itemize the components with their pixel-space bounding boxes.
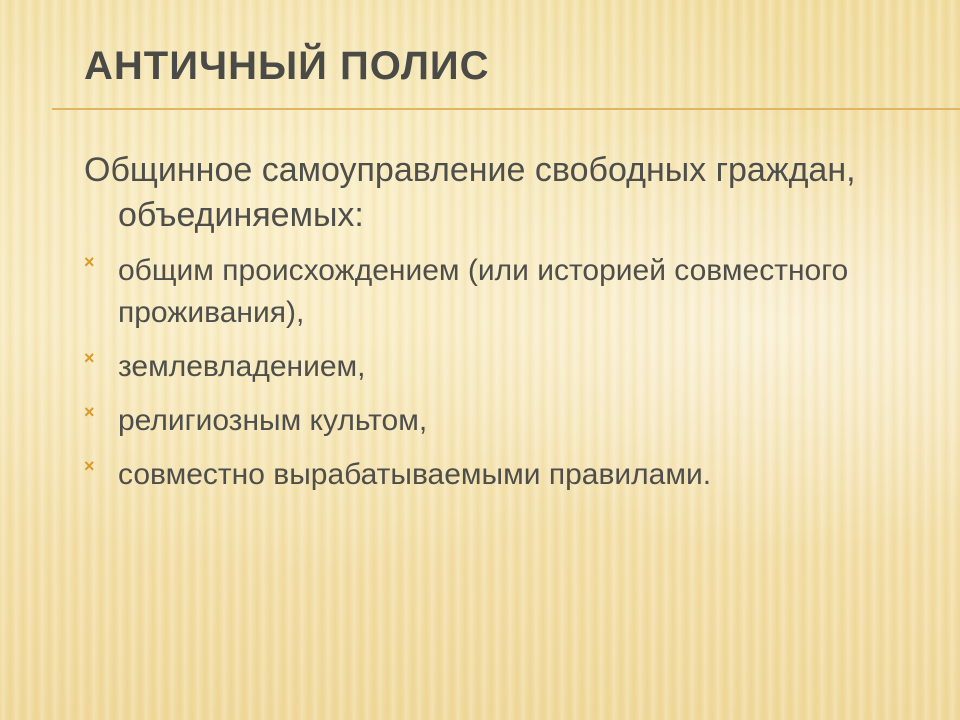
bullet-text: религиозным культом,	[118, 404, 428, 437]
cross-bullet-icon: ×	[84, 402, 95, 422]
bullet-text: общим происхождением (или историей совместного проживания),	[118, 254, 849, 329]
slide-title: АНТИЧНЫЙ ПОЛИС	[84, 44, 490, 88]
list-item	[84, 400, 934, 442]
lead-paragraph: Общинное самоуправление свободных граждан, объединяемых:	[84, 151, 856, 234]
slide-body	[84, 148, 934, 508]
list-item	[84, 346, 934, 388]
list-item	[84, 250, 934, 334]
bullet-list	[84, 250, 934, 496]
cross-bullet-icon: ×	[84, 456, 95, 476]
list-item	[84, 454, 934, 496]
cross-bullet-icon: ×	[84, 348, 95, 368]
bullet-text: землевладением,	[118, 350, 366, 383]
title-divider	[52, 108, 960, 110]
cross-bullet-icon: ×	[84, 252, 95, 272]
bullet-text: совместно вырабатываемыми правилами.	[118, 458, 712, 491]
